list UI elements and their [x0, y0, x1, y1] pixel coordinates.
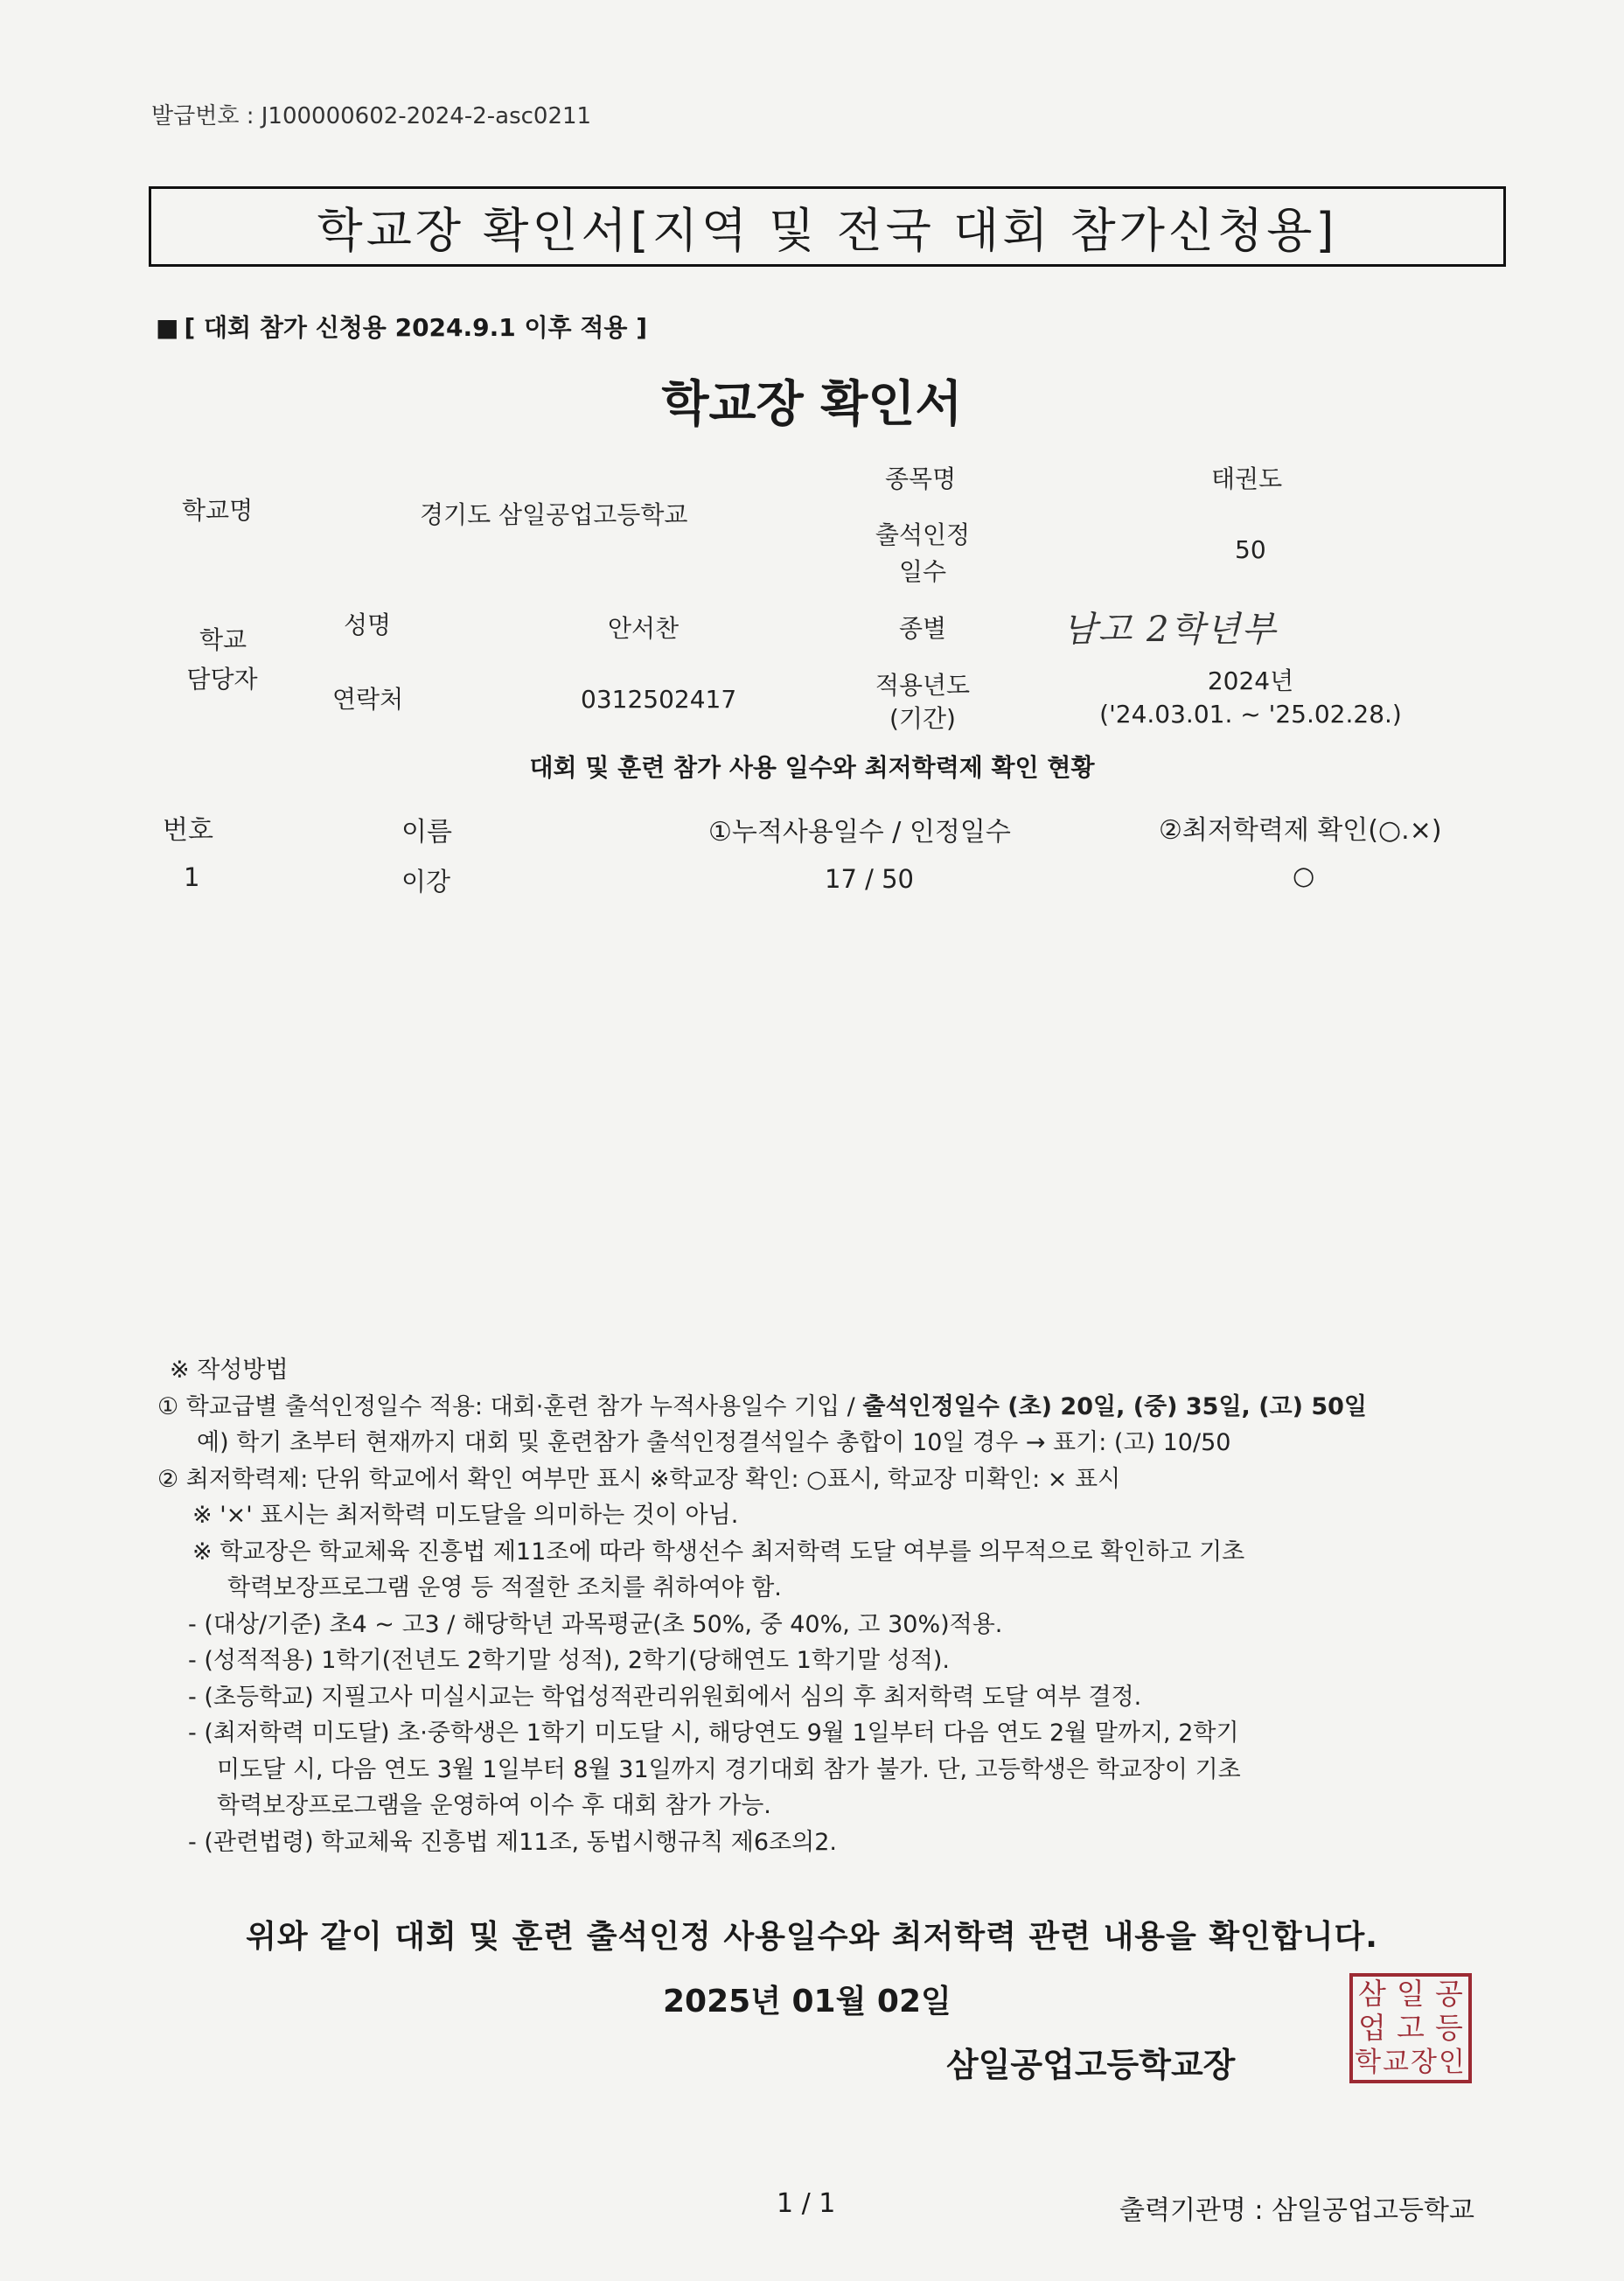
- contact-value: 0312502417: [581, 685, 737, 714]
- method-line-2: 예) 학기 초부터 현재까지 대회 및 훈련참가 출석인정결석일수 총합이 10일 경우 → 표기: (고) 10/50: [197, 1429, 1231, 1456]
- notice-line: [156, 309, 647, 344]
- seal-char: 삼: [1358, 1977, 1386, 2012]
- method-line-1: [157, 1389, 1522, 1426]
- method-line-8: - (성적적용) 1학기(전년도 2학기말 성적), 2학기(당해연도 1학기말 성적).: [188, 1647, 950, 1674]
- method-line-6: 학력보장프로그램 운영 등 적절한 조치를 취하여야 함.: [227, 1574, 782, 1601]
- method-title: ※ 작성방법: [170, 1357, 289, 1384]
- category-value-handwritten: 남고 2학년부: [1063, 610, 1278, 650]
- method-line-1a: ① 학교급별 출석인정일수 적용: 대회·훈련 참가 누적사용일수 기입 /: [157, 1392, 863, 1420]
- method-line-3: ② 최저학력제: 단위 학교에서 확인 여부만 표시 ※학교장 확인: ○표시, 학교장 미확인: × 표시: [157, 1465, 1121, 1493]
- seal-char: 학: [1355, 2046, 1384, 2078]
- name-label: 성명: [344, 610, 392, 639]
- issue-number: 발급번호 : J100000602-2024-2-asc0211: [151, 103, 592, 129]
- table-header-name: 이름: [401, 817, 452, 848]
- attend-label-1: 출석인정: [875, 520, 971, 549]
- year-label-2: (기간): [889, 704, 956, 733]
- table-header-check: ②최저학력제 확인(○.×): [1159, 815, 1442, 846]
- attend-value: 50: [1235, 535, 1266, 564]
- method-line-10: - (최저학력 미도달) 초·중학생은 1학기 미도달 시, 해당연도 9월 1일부터 다음 연도 2월 말까지, 2학기: [188, 1719, 1239, 1747]
- method-line-9: - (초등학교) 지필고사 미실시교는 학업성적관리위원회에서 심의 후 최저학력 도달 여부 결정.: [188, 1683, 1142, 1711]
- seal-bottom-row: [1353, 2046, 1468, 2078]
- school-value: 경기도 삼일공업고등학교: [420, 500, 688, 529]
- contact-label: 연락처: [332, 685, 404, 714]
- method-notes: [157, 1352, 1522, 1860]
- year-value: 2024년: [1207, 666, 1294, 695]
- row-check: ○: [1293, 861, 1315, 890]
- square-bullet-icon: ■: [156, 313, 179, 342]
- school-seal-stamp: [1349, 1973, 1472, 2083]
- issue-date: 2025년 01월 02일: [663, 1984, 951, 2019]
- name-value: 안서찬: [608, 614, 680, 643]
- sport-label: 종목명: [885, 464, 957, 493]
- seal-char: 장: [1411, 2046, 1439, 2078]
- document-title: 학교장 확인서[지역 및 전국 대회 참가신청용]: [317, 202, 1338, 258]
- seal-char: 일: [1397, 1977, 1425, 2012]
- period-value: ('24.03.01. ~ '25.02.28.): [1099, 700, 1402, 729]
- method-line-12: 학력보장프로그램을 운영하여 이수 후 대회 참가 가능.: [217, 1792, 771, 1819]
- seal-char: 등: [1435, 2011, 1463, 2046]
- school-label: 학교명: [182, 496, 254, 525]
- seal-char: 교: [1383, 2046, 1411, 2078]
- principal-signature: 삼일공업고등학교장: [946, 2046, 1236, 2084]
- method-line-4: ※ '×' 표시는 최저학력 미도달을 의미하는 것이 아님.: [192, 1502, 739, 1529]
- row-name: 이강: [401, 867, 451, 896]
- method-line-5: ※ 학교장은 학교체육 진흥법 제11조에 따라 학생선수 최저학력 도달 여부를 의무적으로 확인하고 기초: [192, 1538, 1245, 1566]
- confirmation-statement: 위와 같이 대회 및 훈련 출석인정 사용일수와 최저학력 관련 내용을 확인합니다.: [246, 1919, 1378, 1955]
- manager-label-1: 학교: [199, 625, 247, 654]
- section-title: 대회 및 훈련 참가 사용 일수와 최저학력제 확인 현황: [529, 753, 1095, 782]
- seal-char: 고: [1397, 2011, 1425, 2046]
- output-org: 출력기관명 : 삼일공업고등학교: [1119, 2195, 1474, 2226]
- subtitle: 학교장 확인서: [661, 376, 963, 433]
- method-line-1b: 출석인정일수 (초) 20일, (중) 35일, (고) 50일: [862, 1392, 1368, 1420]
- notice-text: [ 대회 참가 신청용 2024.9.1 이후 적용 ]: [184, 313, 647, 342]
- row-no: 1: [184, 862, 200, 892]
- seal-char: 공: [1435, 1977, 1463, 2012]
- row-days: 17 / 50: [825, 864, 915, 894]
- seal-char: 업: [1358, 2011, 1386, 2046]
- manager-label-2: 담당자: [186, 665, 258, 694]
- method-line-11: 미도달 시, 다음 연도 3월 1일부터 8월 31일까지 경기대회 참가 불가. 단, 고등학생은 학교장이 기초: [217, 1755, 1241, 1783]
- page-number: 1 / 1: [777, 2188, 836, 2219]
- table-header-no: 번호: [163, 815, 213, 846]
- method-line-7: - (대상/기준) 초4 ~ 고3 / 해당학년 과목평균(초 50%, 중 40%, 고 30%)적용.: [188, 1610, 1003, 1638]
- attend-label-2: 일수: [898, 557, 947, 586]
- document-title-box: [149, 186, 1506, 267]
- category-label: 종별: [899, 614, 947, 643]
- table-header-days: ①누적사용일수 / 인정일수: [708, 817, 1011, 848]
- method-line-13: - (관련법령) 학교체육 진흥법 제11조, 동법시행규칙 제6조의2.: [188, 1828, 837, 1856]
- sport-value: 태권도: [1211, 464, 1283, 493]
- seal-char: 인: [1438, 2046, 1467, 2078]
- year-label-1: 적용년도: [875, 671, 971, 700]
